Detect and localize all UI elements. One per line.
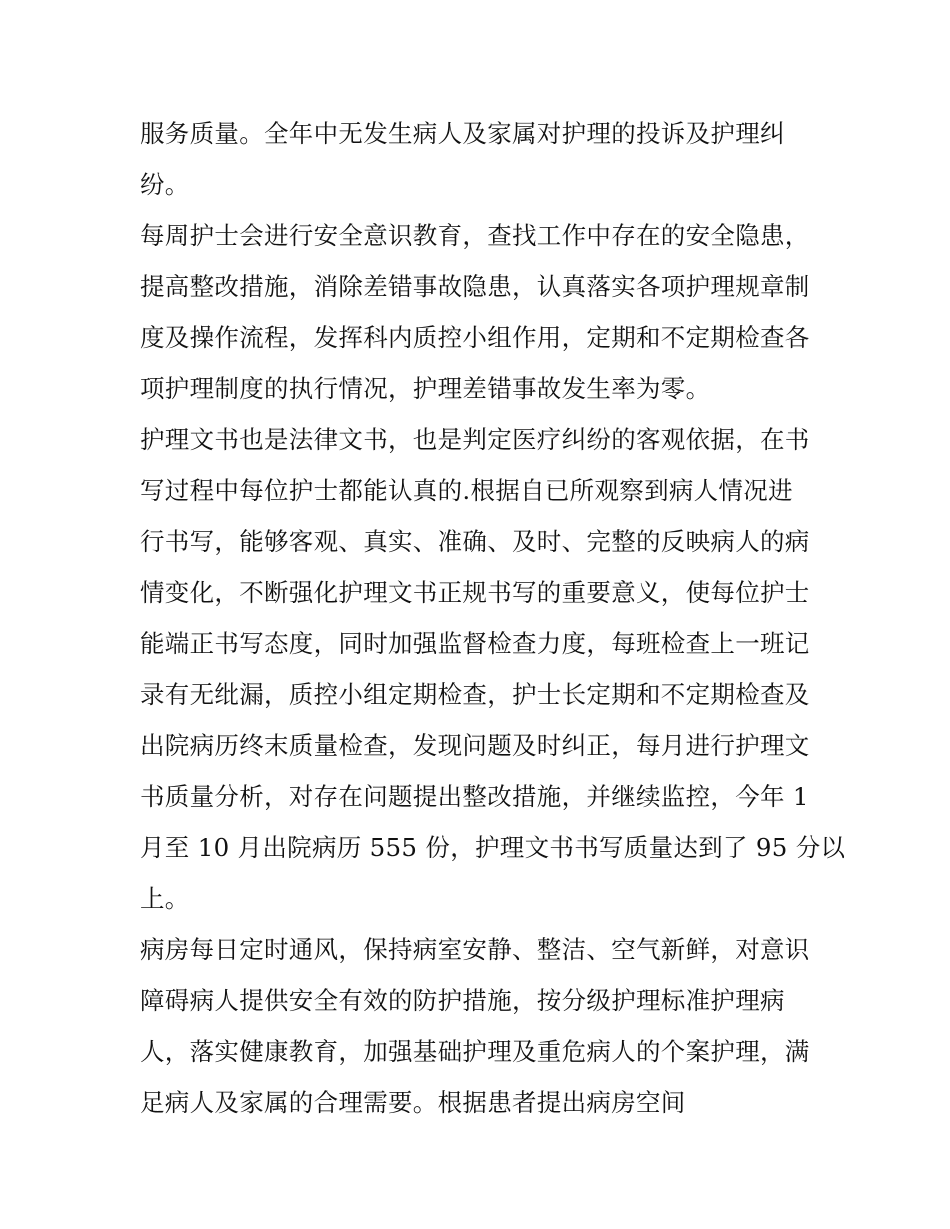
text-line: 出院病历终末质量检查，发现问题及时纠正，每月进行护理文 — [140, 731, 810, 760]
text-line: 上。 — [140, 884, 190, 913]
text-line: 情变化，不断强化护理文书正规书写的重要意义，使每位护士 — [140, 578, 810, 607]
body-text — [140, 108, 846, 1128]
text-line: 病房每日定时通风，保持病室安静、整洁、空气新鲜，对意识 — [140, 935, 810, 964]
text-line: 纷。 — [140, 170, 190, 199]
text-line: 月至 10 月出院病历 555 份，护理文书书写质量达到了 95 分以 — [140, 833, 846, 862]
text-line: 服务质量。全年中无发生病人及家属对护理的投诉及护理纠 — [140, 119, 785, 148]
text-line: 录有无纰漏，质控小组定期检查，护士长定期和不定期检查及 — [140, 680, 810, 709]
text-line: 足病人及家属的合理需要。根据患者提出病房空间 — [140, 1088, 686, 1117]
text-line: 护理文书也是法律文书，也是判定医疗纠纷的客观依据，在书 — [140, 425, 810, 454]
text-line: 提高整改措施，消除差错事故隐患，认真落实各项护理规章制 — [140, 272, 810, 301]
text-line: 每周护士会进行安全意识教育，查找工作中存在的安全隐患， — [140, 221, 810, 250]
text-line: 行书写，能够客观、真实、准确、及时、完整的反映病人的病 — [140, 527, 810, 556]
text-line: 书质量分析，对存在问题提出整改措施，并继续监控，今年 1 — [140, 782, 809, 811]
text-line: 项护理制度的执行情况，护理差错事故发生率为零。 — [140, 374, 711, 403]
text-line: 度及操作流程，发挥科内质控小组作用，定期和不定期检查各 — [140, 323, 810, 352]
text-line: 能端正书写态度，同时加强监督检查力度，每班检查上一班记 — [140, 629, 810, 658]
text-line: 人，落实健康教育，加强基础护理及重危病人的个案护理，满 — [140, 1037, 810, 1066]
text-line: 写过程中每位护士都能认真的.根据自已所观察到病人情况进 — [140, 476, 793, 505]
text-line: 障碍病人提供安全有效的防护措施，按分级护理标准护理病 — [140, 986, 785, 1015]
